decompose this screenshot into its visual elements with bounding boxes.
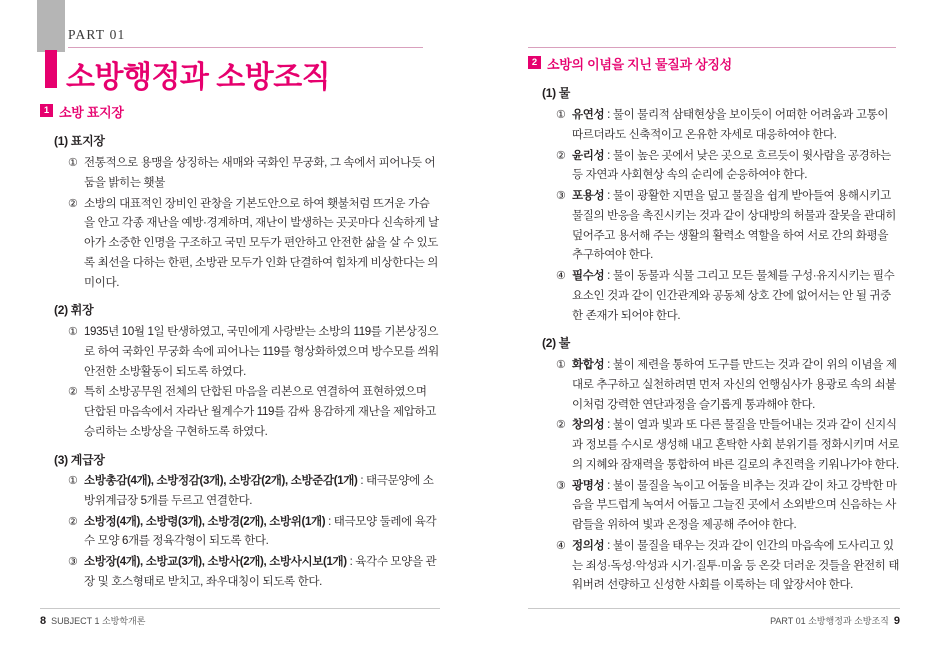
list-item [556,416,900,475]
list-item-text: : 불이 열과 빛과 또 다른 물질을 만들어내는 것과 같이 신지식과 정보를 수시로 생성해 내고 혼탁한 사회 분위기를 정화시키며 서로의 지혜와 잠재력을 통합하여 바른 길로의 추진력을 키워나가야 한다. [572,419,899,471]
subsection-heading: (1) 물 [542,86,571,101]
list-item-term: 화합성 [572,359,605,372]
list-item-term: 필수성 [572,270,605,283]
right-divider-rule [528,47,896,48]
page-number-left: 8 [40,615,47,627]
list-item-text: 전통적으로 용맹을 상징하는 새매와 국화인 무궁화, 그 속에서 피어나듯 어둠을 밝히는 횃불 [84,156,436,189]
list-marker: ④ [556,270,566,283]
list-group [40,154,440,293]
list-item-text: : 불이 물질을 녹이고 어둠을 비추는 것과 같이 차고 강박한 마음을 부드럽게 녹여서 어둡고 그늘진 곳에서 소외받으며 신음하는 사람들을 위하여 빛과 온정을 제공해 주어야 한다. [572,479,897,532]
subsection-heading: (2) 불 [542,336,571,351]
section-title: 소방 표지장 [59,105,124,120]
footer-left-text: SUBJECT 1 소방학개론 [51,616,146,626]
list-item-term: 유연성 [572,108,605,121]
list-group [528,356,900,596]
list-marker: ① [556,108,566,121]
list-marker: ① [68,325,78,338]
list-item-text: : 물이 물리적 삼태현상을 보이듯이 어떠한 어려움과 고통이 따르더라도 신축적이고 온유한 자세로 대응하여야 한다. [572,108,889,141]
list-item-term: 포용성 [572,190,605,203]
list-marker: ② [556,419,566,432]
part-divider-rule [68,47,423,48]
list-item [68,323,440,382]
list-item [556,477,900,536]
list-marker: ① [68,156,78,169]
list-marker: ① [68,475,78,488]
list-item-text: : 불이 물질을 태우는 것과 같이 인간의 마음속에 도사리고 있는 죄성·독성·악성과 시기·질투·미움 등 온갖 더러운 것들을 완전히 태워버려 선량하고 신성한 사회를 이룩하는 데 앞장서야 한다. [572,539,900,592]
list-item-text: 소방의 대표적인 장비인 관창을 기본도안으로 하여 횃불처럼 뜨거운 가슴을 안고 각종 재난을 예방·경계하며, 재난이 발생하는 곳곳마다 신속하게 날아가 소중한 인명을 구조하고 국민 모두가 편안하고 안전한 삶을 살 수 있도록 최선을 다하는 한편, 소방관 모두가 인화 단결하여 힘차게 비상한다는 의미이다. [84,197,439,289]
list-item [68,553,440,593]
list-item-text: : 태극모양 둘레에 육각수 모양 6개를 정육각형이 되도록 한다. [84,515,437,548]
page-title: 소방행정과 소방조직 [66,61,331,94]
subsection-heading: (3) 계급장 [54,452,105,467]
pink-accent-block [45,50,57,88]
list-item-term: 소방장(4개), 소방교(3개), 소방사(2개), 소방사시보(1개) [84,556,347,569]
section-title: 소방의 이념을 지닌 물질과 상징성 [547,57,732,72]
page-spine [474,0,475,663]
list-group [40,472,440,593]
subsection-heading: (1) 표지장 [54,134,105,149]
list-group [40,323,440,443]
section-number-badge: 2 [528,56,541,69]
list-item-text: : 물이 높은 곳에서 낮은 곳으로 흐르듯이 윗사람을 공경하는 등 자연과 사회현상 속의 순리에 순응하여야 한다. [572,149,891,182]
list-marker: ② [68,515,78,528]
part-label: PART 01 [68,27,126,42]
list-item-term: 소방총감(4개), 소방정감(3개), 소방감(2개), 소방준감(1개) [84,475,358,488]
list-item [556,147,900,187]
section-number-badge: 1 [40,104,53,117]
list-item [68,472,440,512]
footer-rule-right [528,608,900,609]
list-item-text: 특히 소방공무원 전체의 단합된 마음을 리본으로 연결하여 표현하였으며 단합된 마음속에서 자라난 월계수가 119를 감싸 용감하게 재난을 제압하고 승리하는 소방상을 구현하도록 하였다. [84,386,437,438]
list-item-text: 1935년 10월 1일 탄생하였고, 국민에게 사랑받는 소방의 119를 기본상징으로 하여 국화인 무궁화 속에 피어나는 119를 형상화하였으며 방수모를 씌워 안전한 소방활동이 되도록 하였다. [84,325,439,378]
section-heading-1 [40,102,440,124]
list-item-term: 소방정(4개), 소방령(3개), 소방경(2개), 소방위(1개) [84,515,326,528]
list-item [556,356,900,415]
list-marker: ③ [68,556,78,569]
list-item [68,383,440,442]
list-item [68,513,440,553]
list-marker: ② [68,197,78,210]
list-marker: ③ [556,190,566,203]
list-item-text: : 물이 동물과 식물 그리고 모든 물체를 구성·유지시키는 필수요소인 것과 같이 인간관계와 공동체 상호 간에 없어서는 안 될 귀중한 존재가 되어야 한다. [572,270,895,322]
list-marker: ③ [556,479,566,492]
list-marker: ② [556,149,566,162]
list-item-term: 정의성 [572,539,605,552]
list-item-term: 창의성 [572,419,605,432]
right-column [528,52,900,598]
list-item-text: : 태극문양에 소방위계급장 5개를 두르고 연결한다. [84,475,434,507]
gray-tab-marker [37,0,65,52]
footer-right-text: PART 01 소방행정과 소방조직 [770,616,889,626]
footer-rule-left [40,608,440,609]
list-item [556,267,900,326]
subsection-heading: (2) 휘장 [54,303,94,318]
list-item [68,154,440,194]
list-item-text: : 불이 제련을 통하여 도구를 만드는 것과 같이 위의 이념을 제대로 추구하고 실천하려면 먼저 자신의 언행심사가 용광로 속의 쇠붙이처럼 강력한 연단과정을 슬기롭게 통과해야 한다. [572,359,897,411]
list-item [556,537,900,596]
footer-left [40,614,145,627]
list-item-term: 윤리성 [572,149,605,162]
list-item-term: 광명성 [572,479,605,492]
list-item [556,106,900,146]
list-item-text: : 물이 광활한 지면을 덮고 물질을 쉽게 받아들여 용해시키고 물질의 반응을 촉진시키는 것과 같이 상대방의 허물과 잘못을 관대히 덮어주고 용서해 주는 생활의 활력소 역할을 하여 서로 간의 화평을 추구하여야 한다. [572,190,897,262]
list-marker: ④ [556,539,566,552]
footer-right [770,614,900,627]
left-column [40,100,440,595]
list-item [68,195,440,294]
section-heading-2 [528,54,900,76]
list-item [556,187,900,266]
list-marker: ② [68,386,78,399]
list-group [528,106,900,326]
list-marker: ① [556,359,566,372]
page-number-right: 9 [893,615,900,627]
list-item-text: : 육각수 모양을 관장 및 호스형태로 받치고, 좌우대칭이 되도록 한다. [84,556,437,589]
